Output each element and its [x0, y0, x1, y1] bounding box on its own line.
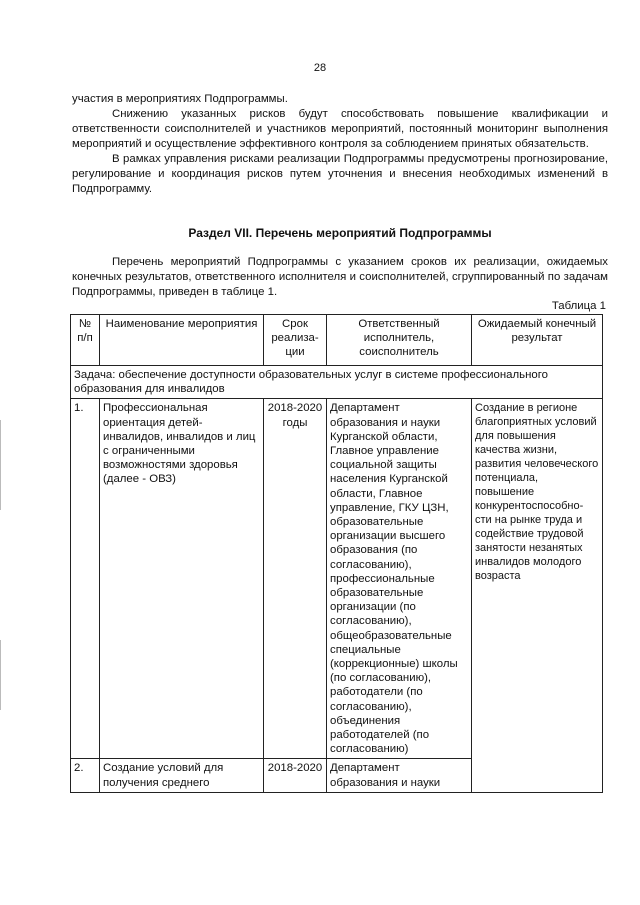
page-number: 28 [313, 62, 327, 74]
header-result: Ожидаемый конечный результат [472, 315, 603, 366]
row-2-name: Создание условий для получения среднего [100, 759, 264, 792]
row-1-result: Создание в регионе благоприятных условий для повышения качества жизни, развития человеческого потенциала, повышение конкурентоспособно-сти на рынке труда и содействие трудовой занятости незанятых инвалидов молодого возраста [472, 399, 603, 792]
scan-margin-mark [0, 640, 1, 710]
paragraph-2: Снижению указанных рисков будут способствовать повышение квалификации и ответственности соисполнителей и участников мероприятий, постоянный мониторинг выполнения мероприятий и осуществление эффективного контроля за соблюдением принятых обязательств. [72, 108, 608, 150]
row-1-executor: Департамент образования и науки Курганской области, Главное управление социальной защиты населения Курганской области, Главное управление, ГКУ ЦЗН, образовательные организации высшего образования (по согласованию), профессиональные образовательные организации (по согласованию), общеобразовательные специальные (коррекционные) школы (по согласованию), работодатели (по согласованию), объединения работодателей (по согласованию) [327, 399, 472, 759]
header-term: Срок реализа-ции [264, 315, 327, 366]
measures-table [70, 314, 603, 793]
row-2-term: 2018-2020 [264, 759, 327, 792]
table-row [71, 399, 603, 759]
row-2-executor: Департамент образования и науки [327, 759, 472, 792]
header-executor: Ответственный исполнитель, соисполнитель [327, 315, 472, 366]
task-row [71, 366, 603, 399]
header-name: Наименование мероприятия [100, 315, 264, 366]
intro-block [72, 255, 608, 300]
row-1-name: Профессиональная ориентация детей-инвалидов, инвалидов и лиц с ограниченными возможностями здоровья (далее - ОВЗ) [100, 399, 264, 759]
header-num: № п/п [71, 315, 100, 366]
section-heading: Раздел VII. Перечень мероприятий Подпрограммы [188, 226, 492, 240]
scan-margin-mark [0, 420, 1, 510]
row-1-term: 2018-2020 годы [264, 399, 327, 759]
table-caption: Таблица 1 [551, 300, 606, 312]
paragraph-1: участия в мероприятиях Подпрограммы. [72, 93, 288, 105]
row-1-num: 1. [71, 399, 100, 759]
table-header-row [71, 315, 603, 366]
intro-paragraph: Перечень мероприятий Подпрограммы с указанием сроков их реализации, ожидаемых конечных результатов, ответственного исполнителя и соисполнителей, сгруппированный по задачам Подпрограммы, приведен в таблице 1. [72, 256, 608, 298]
body-text-top [72, 92, 608, 197]
paragraph-3: В рамках управления рисками реализации Подпрограммы предусмотрены прогнозирование, регулирование и координация рисков путем уточнения и внесения необходимых изменений в Подпрограмму. [72, 153, 608, 195]
task-text: Задача: обеспечение доступности образовательных услуг в системе профессионального образования для инвалидов [71, 366, 603, 399]
row-2-num: 2. [71, 759, 100, 792]
